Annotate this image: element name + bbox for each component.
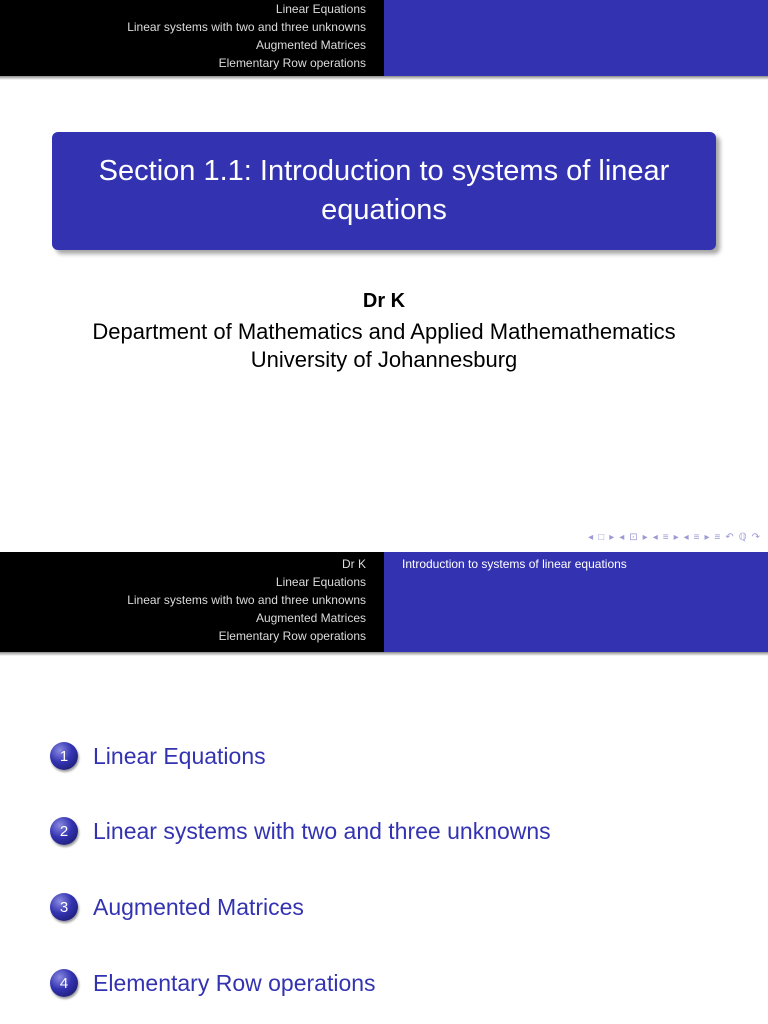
header-title-area (384, 0, 768, 76)
header-section-link[interactable]: Elementary Row operations (218, 56, 366, 70)
outline-number-ball: 1 (50, 742, 78, 770)
outline-item[interactable] (50, 817, 551, 845)
header-bar (0, 0, 768, 76)
nav-prev-icon[interactable]: ◂ (619, 532, 625, 543)
outline-item-label[interactable]: Augmented Matrices (93, 893, 304, 920)
outline-number-ball: 2 (50, 817, 78, 845)
nav-frame-icon[interactable]: □ (598, 532, 605, 543)
outline-item-label[interactable]: Linear systems with two and three unknowns (93, 817, 551, 844)
author: Dr K (362, 290, 406, 312)
nav-next-icon[interactable]: ▸ (704, 532, 710, 543)
outline-item[interactable] (50, 893, 304, 921)
outline-item-label[interactable]: Elementary Row operations (93, 969, 376, 996)
header-presentation-title: Introduction to systems of linear equations (402, 557, 627, 571)
university: University of Johannesburg (250, 347, 518, 372)
header-shadow (0, 652, 768, 656)
header-section-list (0, 552, 384, 652)
title-box (52, 132, 716, 250)
nav-next-icon[interactable]: ▸ (673, 532, 679, 543)
header-section-link[interactable]: Linear Equations (275, 2, 366, 16)
header-title-area (384, 552, 768, 652)
outline-item[interactable] (50, 742, 266, 770)
nav-prev-icon[interactable]: ◂ (588, 532, 594, 543)
header-section-link[interactable]: Elementary Row operations (218, 629, 366, 643)
outline-number-ball: 4 (50, 969, 78, 997)
header-section-link[interactable]: Augmented Matrices (255, 611, 366, 625)
header-bar (0, 552, 768, 652)
nav-forward-icon[interactable]: ↷ (751, 532, 760, 543)
header-section-link[interactable]: Augmented Matrices (255, 38, 366, 52)
institute (0, 318, 768, 374)
header-section-list (0, 0, 384, 76)
slide-2 (0, 552, 768, 1024)
nav-prev-icon[interactable]: ◂ (652, 532, 658, 543)
outline-number-ball: 3 (50, 893, 78, 921)
header-shadow (0, 76, 768, 80)
outline-item-label[interactable]: Linear Equations (93, 742, 266, 769)
outline-item[interactable] (50, 969, 376, 997)
header-section-link[interactable]: Linear Equations (275, 575, 366, 589)
nav-next-icon[interactable]: ▸ (609, 532, 615, 543)
header-section-link[interactable]: Linear systems with two and three unknowns (127, 593, 366, 607)
nav-menu-icon[interactable]: ≡ (714, 532, 721, 543)
nav-section-icon[interactable]: ≡ (662, 532, 669, 543)
nav-subsection-icon[interactable]: ⊡ (629, 532, 638, 543)
slide-title: Section 1.1: Introduction to systems of linear equations (98, 155, 670, 226)
nav-search-icon[interactable]: ℚ (738, 532, 747, 543)
nav-back-icon[interactable]: ↶ (725, 532, 734, 543)
header-section-link[interactable]: Linear systems with two and three unknowns (127, 20, 366, 34)
department: Department of Mathematics and Applied Mathemathematics (92, 319, 676, 344)
nav-section-icon[interactable]: ≡ (693, 532, 700, 543)
nav-prev-icon[interactable]: ◂ (683, 532, 689, 543)
navigation-symbols (588, 532, 760, 543)
nav-next-icon[interactable]: ▸ (642, 532, 648, 543)
header-author: Dr K (342, 557, 366, 571)
